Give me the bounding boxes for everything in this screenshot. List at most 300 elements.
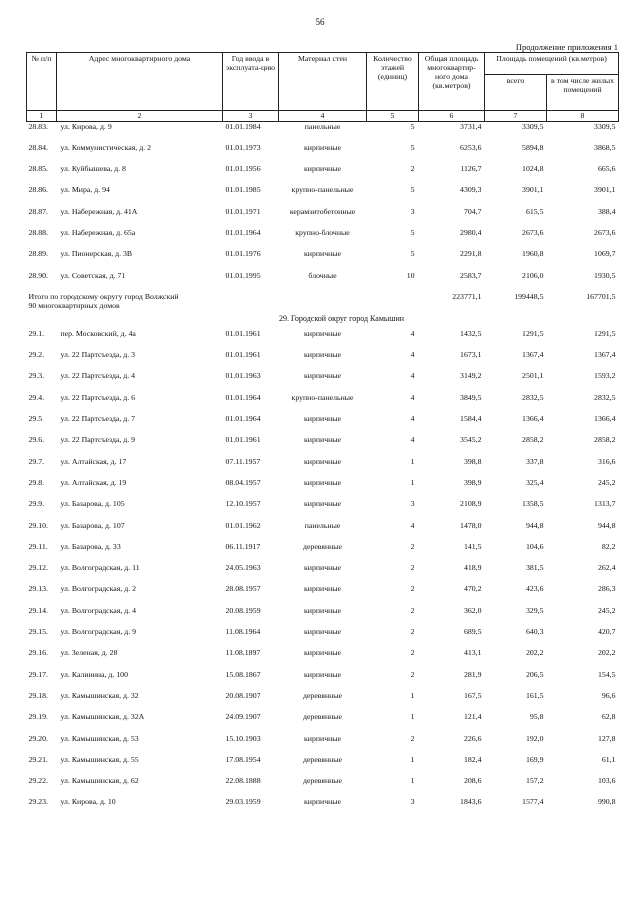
row-premises-living: 61,1 [601, 754, 616, 764]
row-premises-living: 245,2 [597, 477, 616, 487]
row-floors: 4 [410, 350, 415, 360]
row-premises-living: 96,6 [601, 690, 616, 700]
table-row [27, 542, 619, 563]
total-label-line2: 90 многоквартирных домов [28, 300, 120, 310]
row-number: 29.21. [28, 754, 48, 764]
total-row [27, 292, 619, 314]
row-address: ул. Камышинская, д. 53 [60, 733, 139, 743]
column-number-row [27, 111, 619, 122]
row-floors: 1 [410, 712, 415, 722]
row-address: ул. Алтайская, д. 17 [60, 456, 127, 466]
row-premises-all: 95,8 [529, 712, 544, 722]
row-year: 01.01.1964 [225, 392, 261, 402]
row-total-area: 689,5 [463, 627, 482, 637]
table-row [27, 207, 619, 228]
row-material: кирпичные [304, 456, 341, 466]
row-number: 29.1. [28, 328, 45, 338]
row-number: 28.88. [28, 227, 48, 237]
row-total-area: 2291,8 [460, 249, 482, 259]
row-number: 29.10. [28, 520, 48, 530]
row-number: 29.16. [28, 648, 48, 658]
row-floors: 1 [410, 456, 415, 466]
table-row [27, 393, 619, 414]
row-material: блочные [308, 270, 337, 280]
row-total-area: 470,2 [463, 584, 482, 594]
row-floors: 5 [410, 142, 415, 152]
row-total-area: 121,4 [463, 712, 482, 722]
row-year: 01.01.1995 [225, 270, 261, 280]
row-premises-living: 2858,2 [594, 435, 616, 445]
row-premises-living: 127,8 [597, 733, 616, 743]
row-address: ул. Базарова, д. 105 [60, 499, 125, 509]
header-premises-living: в том числе жилых помещений [547, 75, 619, 111]
row-year: 01.01.1964 [225, 227, 261, 237]
row-premises-living: 262,4 [597, 563, 616, 573]
row-premises-living: 1291,5 [594, 328, 616, 338]
row-address: ул. 22 Партсъезда, д. 4 [60, 371, 136, 381]
table-row [27, 606, 619, 627]
continuation-note: Продолжение приложения 1 [515, 42, 618, 52]
row-premises-all: 423,6 [525, 584, 544, 594]
row-number: 29.23. [28, 797, 48, 807]
row-number: 29.12. [28, 563, 48, 573]
housing-table [26, 52, 619, 819]
row-floors: 3 [410, 206, 415, 216]
row-total-area: 6253,6 [460, 142, 482, 152]
row-premises-living: 3901,1 [594, 185, 616, 195]
row-number: 29.13. [28, 584, 48, 594]
table-row [27, 584, 619, 605]
row-total-area: 1584,4 [460, 414, 482, 424]
row-year: 11.08.1964 [225, 627, 261, 637]
row-total-area: 418,9 [463, 563, 482, 573]
row-material: кирпичные [304, 563, 341, 573]
row-total-area: 226,6 [463, 733, 482, 743]
row-material: деревянные [303, 690, 342, 700]
row-material: кирпичные [304, 669, 341, 679]
row-number: 28.89. [28, 249, 48, 259]
table-row [27, 670, 619, 691]
row-total-area: 1478,0 [460, 520, 482, 530]
row-year: 15.08.1867 [225, 669, 261, 679]
row-number: 28.90. [28, 270, 48, 280]
row-year: 08.04.1957 [225, 477, 261, 487]
row-floors: 5 [410, 122, 415, 131]
table-row [27, 329, 619, 350]
total-premises-all-value: 199448,5 [514, 291, 544, 301]
row-floors: 2 [410, 605, 415, 615]
row-address: ул. Камышинская, д. 62 [60, 776, 139, 786]
row-material: крупно-блочные [295, 227, 350, 237]
row-number: 29.11. [28, 541, 48, 551]
row-number: 29.14. [28, 605, 48, 615]
row-year: 01.01.1984 [225, 122, 261, 131]
table-row [27, 776, 619, 797]
column-number: 2 [57, 111, 223, 122]
row-floors: 4 [410, 328, 415, 338]
row-premises-all: 1291,5 [522, 328, 544, 338]
row-premises-all: 325,4 [525, 477, 544, 487]
row-floors: 1 [410, 477, 415, 487]
row-number: 29.6. [28, 435, 45, 445]
row-year: 01.01.1964 [225, 414, 261, 424]
table-row [27, 691, 619, 712]
row-premises-living: 82,2 [601, 541, 616, 551]
row-number: 29.19. [28, 712, 48, 722]
column-number: 7 [485, 111, 547, 122]
row-premises-all: 337,8 [525, 456, 544, 466]
table-row [27, 271, 619, 292]
row-address: ул. Кирова, д. 10 [60, 797, 116, 807]
row-material: кирпичные [304, 249, 341, 259]
row-premises-all: 3901,1 [522, 185, 544, 195]
row-material: кирпичные [304, 328, 341, 338]
row-total-area: 413,1 [463, 648, 482, 658]
row-total-area: 208,6 [463, 776, 482, 786]
row-address: ул. Волгоградская, д. 11 [60, 563, 140, 573]
row-address: пер. Московский, д. 4а [60, 328, 136, 338]
table-header [27, 53, 619, 122]
row-address: ул. Набережная, д. 41А [60, 206, 138, 216]
row-premises-all: 2106,0 [522, 270, 544, 280]
row-address: ул. Кирова, д. 9 [60, 122, 112, 131]
row-year: 07.11.1957 [225, 456, 261, 466]
row-premises-living: 1313,7 [594, 499, 616, 509]
row-material: деревянные [303, 541, 342, 551]
row-premises-all: 5894,8 [522, 142, 544, 152]
row-material: деревянные [303, 776, 342, 786]
row-material: деревянные [303, 712, 342, 722]
row-number: 29.5 [28, 414, 43, 424]
row-premises-all: 2832,5 [522, 392, 544, 402]
row-premises-all: 104,6 [525, 541, 544, 551]
row-total-area: 398,9 [463, 477, 482, 487]
row-premises-living: 1366,4 [594, 414, 616, 424]
column-number: 8 [547, 111, 619, 122]
row-year: 01.01.1962 [225, 520, 261, 530]
row-premises-all: 1024,8 [522, 164, 544, 174]
row-floors: 2 [410, 669, 415, 679]
row-premises-all: 1358,5 [522, 499, 544, 509]
row-number: 28.86. [28, 185, 48, 195]
table-row [27, 457, 619, 478]
row-year: 01.01.1956 [225, 164, 261, 174]
row-total-area: 1843,6 [460, 797, 482, 807]
row-premises-living: 3309,5 [594, 122, 616, 131]
table-row [27, 143, 619, 164]
section-title: 29. Городской округ город Камышин [279, 313, 404, 323]
summary-block [27, 292, 619, 329]
row-premises-all: 3309,5 [522, 122, 544, 131]
row-total-area: 141,5 [463, 541, 482, 551]
row-premises-living: 245,2 [597, 605, 616, 615]
row-year: 29.03.1959 [225, 797, 261, 807]
row-number: 29.8. [28, 477, 45, 487]
row-floors: 1 [410, 690, 415, 700]
table-row [27, 122, 619, 143]
row-premises-living: 62,8 [601, 712, 616, 722]
row-total-area: 398,8 [463, 456, 482, 466]
row-premises-living: 286,3 [597, 584, 616, 594]
row-address: ул. Куйбышева, д. 8 [60, 164, 126, 174]
row-material: кирпичные [304, 435, 341, 445]
row-floors: 2 [410, 733, 415, 743]
row-year: 17.08.1954 [225, 754, 261, 764]
row-address: ул. Набережная, д. 65а [60, 227, 136, 237]
row-address: ул. Камышинская, д. 32 [60, 690, 139, 700]
row-address: ул. Советская, д. 71 [60, 270, 126, 280]
table-row [27, 249, 619, 270]
row-year: 01.01.1976 [225, 249, 261, 259]
row-material: кирпичные [304, 371, 341, 381]
row-year: 15.10.1903 [225, 733, 261, 743]
row-address: ул. Калинина, д. 100 [60, 669, 128, 679]
total-premises-living-value: 167701,5 [586, 291, 616, 301]
row-premises-all: 192,0 [525, 733, 544, 743]
row-material: панельные [304, 520, 341, 530]
row-address: ул. Волгоградская, д. 4 [60, 605, 136, 615]
row-premises-all: 202,2 [525, 648, 544, 658]
row-premises-all: 2501,1 [522, 371, 544, 381]
table-row [27, 648, 619, 669]
row-floors: 1 [410, 776, 415, 786]
total-label [27, 292, 419, 314]
row-floors: 5 [410, 185, 415, 195]
row-year: 01.01.1963 [225, 371, 261, 381]
row-year: 01.01.1961 [225, 435, 261, 445]
row-number: 29.20. [28, 733, 48, 743]
row-address: ул. Волгоградская, д. 2 [60, 584, 136, 594]
row-floors: 4 [410, 520, 415, 530]
row-floors: 4 [410, 371, 415, 381]
row-address: ул. Волгоградская, д. 9 [60, 627, 136, 637]
row-premises-all: 157,2 [525, 776, 544, 786]
row-premises-all: 1960,8 [522, 249, 544, 259]
total-label-line1: Итого по городскому округу город Волжский [28, 291, 179, 301]
row-year: 24.05.1963 [225, 563, 261, 573]
header-total-area: Общая площадь многоквартир-ного дома (кв.метров) [419, 53, 485, 111]
row-premises-all: 2858,2 [522, 435, 544, 445]
column-number: 1 [27, 111, 57, 122]
row-number: 29.17. [28, 669, 48, 679]
row-material: деревянные [303, 754, 342, 764]
row-premises-all: 1367,4 [522, 350, 544, 360]
row-premises-all: 615,5 [525, 206, 544, 216]
row-total-area: 2980,4 [460, 227, 482, 237]
row-floors: 2 [410, 563, 415, 573]
row-number: 28.83. [28, 122, 48, 131]
row-total-area: 704,7 [463, 206, 482, 216]
table-row [27, 755, 619, 776]
row-total-area: 167,5 [463, 690, 482, 700]
header-premises-area: Площадь помещений (кв.метров) [485, 53, 619, 75]
table-row [27, 627, 619, 648]
row-number: 28.87. [28, 206, 48, 216]
row-material: кирпичные [304, 142, 341, 152]
header-year: Год ввода в эксплуата-цию [223, 53, 279, 111]
row-address: ул. 22 Партсъезда, д. 9 [60, 435, 136, 445]
table-row [27, 371, 619, 392]
table-row [27, 734, 619, 755]
row-address: ул. Коммунистическая, д. 2 [60, 142, 151, 152]
row-premises-living: 154,5 [597, 669, 616, 679]
row-floors: 4 [410, 392, 415, 402]
row-number: 29.18. [28, 690, 48, 700]
column-number: 4 [279, 111, 367, 122]
row-premises-living: 990,8 [597, 797, 616, 807]
row-number: 29.15. [28, 627, 48, 637]
table-row [27, 478, 619, 499]
row-total-area: 2583,7 [460, 270, 482, 280]
row-premises-all: 640,3 [525, 627, 544, 637]
row-premises-living: 944,8 [597, 520, 616, 530]
row-premises-living: 388,4 [597, 206, 616, 216]
row-floors: 10 [406, 270, 415, 280]
housing-table-container [26, 52, 618, 819]
row-premises-living: 316,6 [597, 456, 616, 466]
row-floors: 4 [410, 435, 415, 445]
header-address: Адрес многоквартирного дома [57, 53, 223, 111]
row-material: кирпичные [304, 797, 341, 807]
row-year: 01.01.1971 [225, 206, 261, 216]
row-floors: 4 [410, 414, 415, 424]
row-material: панельные [304, 122, 341, 131]
row-premises-living: 202,2 [597, 648, 616, 658]
row-material: крупно-панельные [291, 185, 354, 195]
row-address: ул. Пионерская, д. 3В [60, 249, 133, 259]
header-num: № п/п [27, 53, 57, 111]
row-address: ул. Базарова, д. 107 [60, 520, 125, 530]
row-total-area: 3731,4 [460, 122, 482, 131]
row-total-area: 3849,5 [460, 392, 482, 402]
row-address: ул. 22 Партсъезда, д. 7 [60, 414, 136, 424]
row-material: кирпичные [304, 414, 341, 424]
header-material: Материал стен [279, 53, 367, 111]
table-row [27, 350, 619, 371]
row-premises-all: 381,5 [525, 563, 544, 573]
row-year: 28.08.1957 [225, 584, 261, 594]
header-floors: Количество этажей (единиц) [367, 53, 419, 111]
column-number: 5 [367, 111, 419, 122]
row-material: кирпичные [304, 605, 341, 615]
row-year: 01.01.1961 [225, 328, 261, 338]
row-premises-all: 1366,4 [522, 414, 544, 424]
row-floors: 3 [410, 499, 415, 509]
row-premises-living: 1930,5 [594, 270, 616, 280]
table-row [27, 164, 619, 185]
row-year: 06.11.1917 [225, 541, 261, 551]
row-premises-all: 161,5 [525, 690, 544, 700]
page-number: 56 [315, 17, 325, 27]
row-material: керамзитобетонные [289, 206, 356, 216]
rows-kamyshin [27, 329, 619, 819]
row-year: 12.10.1957 [225, 499, 261, 509]
row-address: ул. Камышинская, д. 55 [60, 754, 139, 764]
row-total-area: 1126,7 [460, 164, 482, 174]
row-premises-living: 103,6 [597, 776, 616, 786]
row-number: 29.9. [28, 499, 45, 509]
table-row [27, 185, 619, 206]
row-address: ул. Базарова, д. 33 [60, 541, 121, 551]
row-material: кирпичные [304, 627, 341, 637]
row-premises-living: 420,7 [597, 627, 616, 637]
row-premises-living: 665,6 [597, 164, 616, 174]
row-year: 11.08.1897 [225, 648, 261, 658]
column-number: 6 [419, 111, 485, 122]
row-material: кирпичные [304, 477, 341, 487]
row-premises-living: 2673,6 [594, 227, 616, 237]
row-number: 28.85. [28, 164, 48, 174]
row-premises-all: 1577,4 [522, 797, 544, 807]
row-total-area: 3545,2 [460, 435, 482, 445]
row-year: 01.01.1973 [225, 142, 261, 152]
row-year: 22.08.1888 [225, 776, 261, 786]
row-total-area: 2108,9 [460, 499, 482, 509]
row-number: 28.84. [28, 142, 48, 152]
row-premises-living: 1069,7 [594, 249, 616, 259]
table-row [27, 435, 619, 456]
table-row [27, 228, 619, 249]
row-number: 29.3. [28, 371, 45, 381]
row-premises-living: 2832,5 [594, 392, 616, 402]
row-premises-all: 329,5 [525, 605, 544, 615]
row-total-area: 362,0 [463, 605, 482, 615]
table-row [27, 521, 619, 542]
table-row [27, 414, 619, 435]
row-number: 29.4. [28, 392, 45, 402]
row-floors: 2 [410, 584, 415, 594]
row-premises-living: 1367,4 [594, 350, 616, 360]
row-floors: 2 [410, 627, 415, 637]
row-material: крупно-панельные [291, 392, 354, 402]
section-title-row [27, 314, 619, 329]
row-address: ул. Зеленая, д. 28 [60, 648, 118, 658]
rows-volzhsky [27, 122, 619, 292]
row-premises-living: 1593,2 [594, 371, 616, 381]
row-floors: 2 [410, 541, 415, 551]
row-address: ул. Мира, д. 94 [60, 185, 110, 195]
row-premises-all: 944,8 [525, 520, 544, 530]
row-number: 29.7. [28, 456, 45, 466]
row-floors: 3 [410, 797, 415, 807]
table-row [27, 797, 619, 818]
row-floors: 5 [410, 227, 415, 237]
row-floors: 2 [410, 164, 415, 174]
row-total-area: 4309,3 [460, 185, 482, 195]
row-address: ул. 22 Партсъезда, д. 6 [60, 392, 136, 402]
row-number: 29.22. [28, 776, 48, 786]
row-address: ул. Алтайская, д. 19 [60, 477, 127, 487]
row-material: кирпичные [304, 648, 341, 658]
row-address: ул. Камышинская, д. 32А [60, 712, 145, 722]
row-year: 24.09.1907 [225, 712, 261, 722]
row-premises-all: 169,9 [525, 754, 544, 764]
row-premises-living: 3868,5 [594, 142, 616, 152]
row-material: кирпичные [304, 584, 341, 594]
header-premises-all: всего [485, 75, 547, 111]
row-total-area: 3149,2 [460, 371, 482, 381]
row-year: 20.08.1907 [225, 690, 261, 700]
row-floors: 2 [410, 648, 415, 658]
row-material: кирпичные [304, 350, 341, 360]
row-premises-all: 2673,6 [522, 227, 544, 237]
row-floors: 5 [410, 249, 415, 259]
column-number: 3 [223, 111, 279, 122]
table-row [27, 712, 619, 733]
row-year: 20.08.1959 [225, 605, 261, 615]
row-total-area: 1673,1 [460, 350, 482, 360]
table-row [27, 563, 619, 584]
